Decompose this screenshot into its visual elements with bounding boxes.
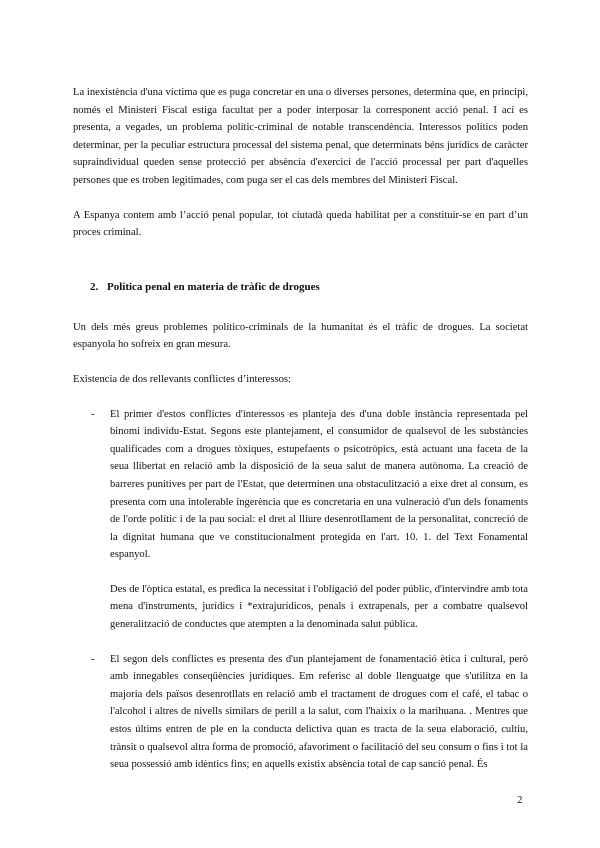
- list-item-paragraph: El segon dels conflictes es presenta des d'un plantejament de fonamentació ètica i cultural, però amb innegables conseqüències jurídiques. Em referisc al doble llenguatge que s'utilitza en la majoria dels països desenrotllats en relació amb el tractament de drogues com el café, el tabac o l'alcohol i altres de nivells similars de perill a la salut, com l'haixix o la marihuana. . Mentres que estos últims entren de ple en la conducta delictiva quan es tracta de la seua elaboració, cultiu, trànsit o qualsevol altra forma de promoció, afavoriment o facilitació del seu consum o fins i tot la seua possessió amb idèntics fins; en aquells existix absència total de cap sanció penal. És: [110, 653, 528, 771]
- page-number: 2: [517, 794, 523, 806]
- paragraph: Un dels més greus problemes político-criminals de la humanitat és el tràfic de drogues. La societat espanyola ho sofreix en gran mesura.: [73, 321, 528, 351]
- list-item-paragraph: El primer d'estos conflictes d'interessos es planteja des d'una doble instància representada pel binomi individu-Estat. Segons este plantejament, el consumidor de qualsevol de les substàncies qualificades com a drogues tòxiques, estupefaents o psicotròpics, està actuant una faceta de la seua llibertat en relació amb la disposició de la seua salut de manera autònoma. La creació de barreres punitives per part de l'Estat, que determinen una obstaculització a eixe dret al consum, es presenta com una intolerable ingerència que es concretaria en una vulneració d'un dels fonaments de l'orde polític i de la pau social: el dret al lliure desenrotllament de la personalitat, concreció de la dignitat humana que ve constitucionalment protegida en l'art. 10. 1. del Text Fonamental espanyol.: [110, 408, 528, 561]
- document-body: [73, 84, 528, 774]
- list-item: [73, 651, 528, 774]
- paragraph: La inexistència d'una víctima que es puga concretar en una o diverses persones, determina que, en principi, només el Ministeri Fiscal estiga facultat per a poder interposar la corresponent acció penal. I ací es presenta, a vegades, un problema polític-criminal de notable transcendència. Interessos polítics poden determinar, per la peculiar estructura processal del sistema penal, que determinats béns jurídics de caràcter supraindividual queden sense protecció per absència d'exercici de l'acció processal per part d'aquelles persones que es troben legitimades, com puga ser el cas dels membres del Ministeri Fiscal.: [73, 87, 528, 186]
- paragraph: A Espanya contem amb l’acció penal popular, tot ciutadà queda habilitat per a constituir-se en part d’un proces criminal.: [73, 209, 528, 239]
- list-item-paragraph: Des de l'òptica estatal, es predica la necessitat i l'obligació del poder públic, d'intervindre amb tota mena d'instruments, jurídics i *extrajurídicos, penals i extrapenals, per a combatre qualsevol generalització de conductes que atempten a la denominada salut pública.: [110, 583, 528, 631]
- section-number: 2.: [90, 280, 99, 293]
- list-item: [73, 406, 528, 564]
- section-title: Política penal en materia de tràfic de drogues: [107, 280, 320, 293]
- bullet-marker: -: [91, 408, 95, 420]
- paragraph: Existencia de dos rellevants conflictes d’interessos:: [73, 373, 291, 385]
- bullet-marker: -: [91, 653, 95, 665]
- section-heading: [90, 279, 528, 296]
